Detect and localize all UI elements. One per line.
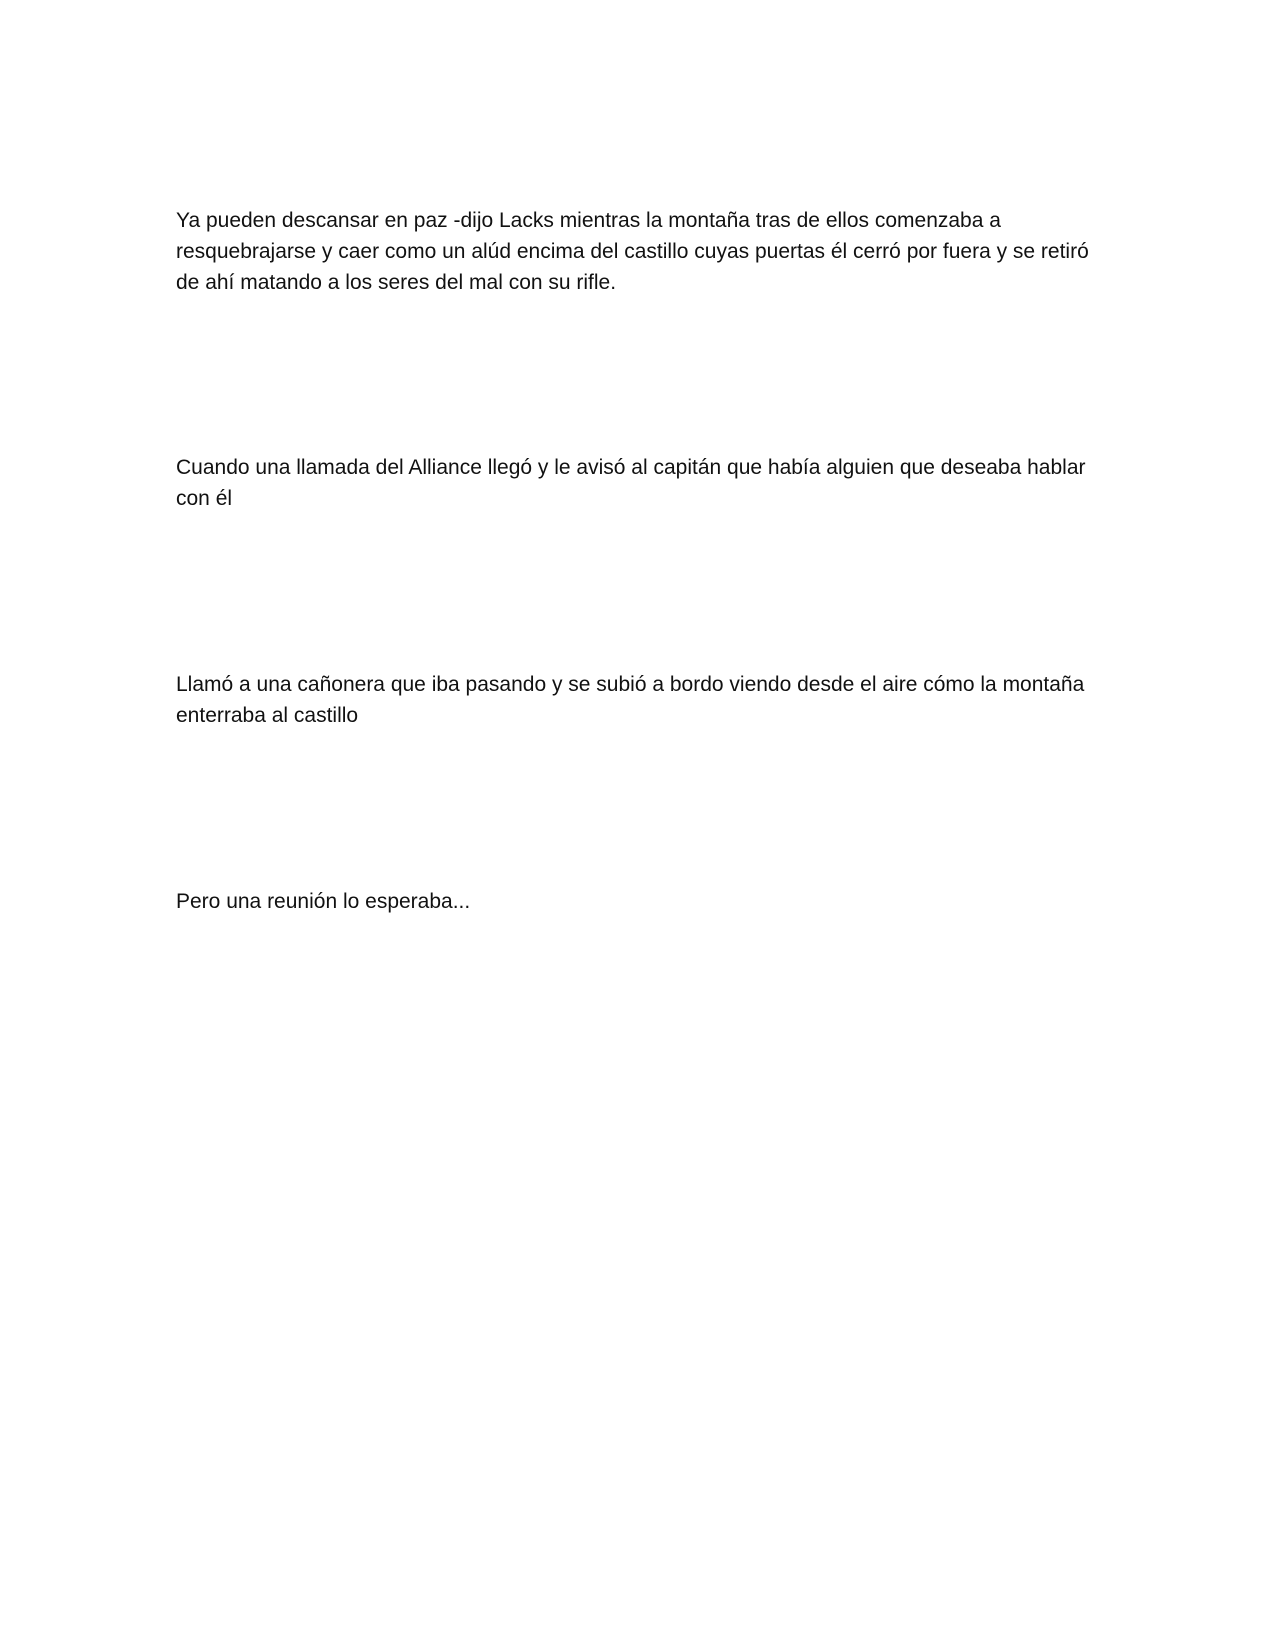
paragraph-4: Pero una reunión lo esperaba... xyxy=(176,890,471,913)
paragraph-1: Ya pueden descansar en paz -dijo Lacks mientras la montaña tras de ellos comenzaba a resquebrajarse y caer como un alúd encima del castillo cuyas puertas él cerró por fuera y se retiró de ahí matando a los seres del mal con su rifle. xyxy=(176,209,1089,294)
paragraph-3: Llamó a una cañonera que iba pasando y se subió a bordo viendo desde el aire cómo la montaña enterraba al castillo xyxy=(176,673,1085,727)
paragraph-2: Cuando una llamada del Alliance llegó y le avisó al capitán que había alguien que deseaba hablar con él xyxy=(176,456,1086,510)
